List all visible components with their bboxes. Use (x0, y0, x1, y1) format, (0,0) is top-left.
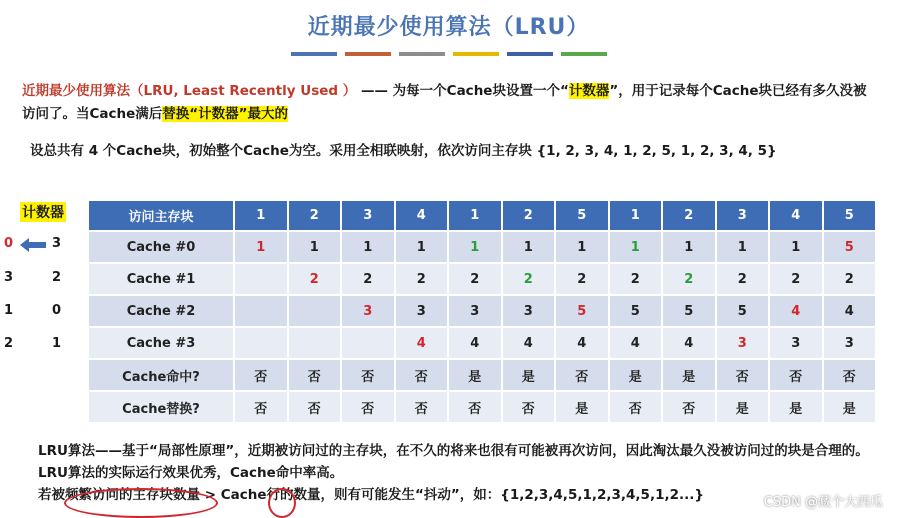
color-stripe (399, 52, 445, 56)
counter-value: 2 (52, 270, 62, 285)
table-cell (234, 327, 288, 359)
table-cell: 5 (609, 295, 663, 327)
table-cell: 2 (341, 263, 395, 295)
access-block-header: 2 (502, 200, 556, 231)
page-title: 近期最少使用算法（LRU） (307, 15, 590, 40)
row-label: Cache #3 (88, 327, 234, 359)
counter-index: 0 (4, 236, 14, 251)
table-cell: 1 (341, 231, 395, 263)
table-cell: 1 (555, 231, 609, 263)
table-cell: 否 (609, 391, 663, 423)
table-row (88, 295, 876, 327)
access-block-header: 1 (234, 200, 288, 231)
access-block-header: 3 (341, 200, 395, 231)
table-cell: 否 (555, 359, 609, 391)
table-row (88, 327, 876, 359)
counter-row (4, 336, 84, 356)
table-cell: 3 (716, 327, 770, 359)
color-stripe (561, 52, 607, 56)
table-cell: 否 (716, 359, 770, 391)
table-cell: 1 (395, 231, 449, 263)
table-cell: 否 (502, 391, 556, 423)
table-cell: 是 (769, 391, 823, 423)
counter-title: 计数器 (20, 202, 66, 222)
table-cell: 是 (823, 391, 877, 423)
color-stripe (345, 52, 391, 56)
table-row (88, 391, 876, 423)
table-cell: 2 (609, 263, 663, 295)
access-block-header: 2 (288, 200, 342, 231)
table-cell: 1 (234, 231, 288, 263)
table-cell: 2 (823, 263, 877, 295)
access-block-header: 2 (662, 200, 716, 231)
table-cell: 否 (823, 359, 877, 391)
access-block-header: 4 (769, 200, 823, 231)
table-header-row (88, 200, 876, 231)
color-stripe (291, 52, 337, 56)
row-label: Cache #0 (88, 231, 234, 263)
table-cell: 4 (662, 327, 716, 359)
lru-table (87, 199, 877, 424)
definition-text-a: —— 为每一个Cache块设置一个“ (360, 83, 569, 99)
left-arrow-icon (20, 238, 46, 252)
table-cell: 否 (395, 359, 449, 391)
table-cell: 4 (395, 327, 449, 359)
table-cell (234, 263, 288, 295)
table-cell: 是 (609, 359, 663, 391)
counter-index: 3 (4, 270, 14, 285)
table-cell: 3 (395, 295, 449, 327)
table-cell: 否 (288, 359, 342, 391)
table-cell: 3 (502, 295, 556, 327)
table-cell: 2 (448, 263, 502, 295)
table-cell: 否 (288, 391, 342, 423)
counter-value: 0 (52, 303, 62, 318)
table-cell: 4 (823, 295, 877, 327)
setup-text: 设总共有 4 个Cache块，初始整个Cache为空。采用全相联映射，依次访问主存块 {1, 2, 3, 4, 1, 2, 5, 1, 2, 3, 4, 5} (30, 143, 777, 159)
row-label: Cache替换? (88, 391, 234, 423)
table-cell: 1 (288, 231, 342, 263)
access-block-header: 1 (609, 200, 663, 231)
table-cell: 是 (716, 391, 770, 423)
table-cell: 否 (341, 359, 395, 391)
table-row (88, 359, 876, 391)
replace-rule: 替换“计数器”最大的 (162, 106, 289, 122)
color-stripes (0, 52, 897, 56)
table-cell (234, 295, 288, 327)
table-cell: 否 (395, 391, 449, 423)
table-cell: 1 (662, 231, 716, 263)
row-label: Cache命中? (88, 359, 234, 391)
access-block-header: 5 (555, 200, 609, 231)
table-cell: 否 (341, 391, 395, 423)
table-cell: 3 (341, 295, 395, 327)
table-cell: 否 (448, 391, 502, 423)
table-row (88, 231, 876, 263)
table-cell: 是 (448, 359, 502, 391)
table-cell: 1 (769, 231, 823, 263)
table-cell: 2 (769, 263, 823, 295)
table-cell: 是 (502, 359, 556, 391)
table-cell: 4 (769, 295, 823, 327)
table-cell: 2 (502, 263, 556, 295)
table-cell: 是 (662, 359, 716, 391)
counter-index: 2 (4, 336, 14, 351)
table-cell: 2 (662, 263, 716, 295)
table-cell: 1 (609, 231, 663, 263)
counter-row (4, 270, 84, 290)
table-cell: 5 (555, 295, 609, 327)
table-cell: 2 (555, 263, 609, 295)
watermark: CSDN @藏个大西瓜 (763, 495, 883, 510)
table-row (88, 263, 876, 295)
table-cell: 1 (716, 231, 770, 263)
header-label: 访问主存块 (88, 200, 234, 231)
table-cell (288, 327, 342, 359)
access-block-header: 5 (823, 200, 877, 231)
access-block-header: 1 (448, 200, 502, 231)
counter-row (4, 236, 84, 256)
table-cell: 4 (502, 327, 556, 359)
access-block-header: 4 (395, 200, 449, 231)
table-cell: 4 (609, 327, 663, 359)
color-stripe (507, 52, 553, 56)
table-cell (341, 327, 395, 359)
counter-term: 计数器 (568, 83, 610, 99)
table-cell: 5 (823, 231, 877, 263)
note-line-1: LRU算法——基于“局部性原理”，近期被访问过的主存块，在不久的将来也很有可能被再次访问，因此淘汰最久没被访问过的块是合理的。LRU算法的实际运行效果优秀，Cache命中率高。 (38, 443, 869, 481)
table-cell: 2 (288, 263, 342, 295)
counter-row (4, 303, 84, 323)
table-cell (288, 295, 342, 327)
note-line-2: 若被频繁访问的主存块数量 > Cache行的数量，则有可能发生“抖动”，如：{1,2,3,4,5,1,2,3,4,5,1,2...} (38, 487, 704, 503)
access-block-header: 3 (716, 200, 770, 231)
color-stripe (453, 52, 499, 56)
table-cell: 2 (716, 263, 770, 295)
table-cell: 1 (448, 231, 502, 263)
table-cell: 4 (448, 327, 502, 359)
lru-term: 近期最少使用算法（LRU, Least Recently Used ） (22, 83, 357, 99)
table-cell: 3 (448, 295, 502, 327)
table-cell: 5 (716, 295, 770, 327)
lru-definition (22, 80, 872, 126)
table-cell: 3 (769, 327, 823, 359)
counter-index: 1 (4, 303, 14, 318)
table-cell: 5 (662, 295, 716, 327)
table-cell: 2 (395, 263, 449, 295)
row-label: Cache #2 (88, 295, 234, 327)
table-cell: 4 (555, 327, 609, 359)
table-cell: 3 (823, 327, 877, 359)
counter-value: 1 (52, 336, 62, 351)
definition-text-b: ”，用于记录每个Cache块已经有多久没被访问了。当Cache满后 (22, 83, 867, 122)
table-cell: 是 (555, 391, 609, 423)
row-label: Cache #1 (88, 263, 234, 295)
table-cell: 否 (769, 359, 823, 391)
table-cell: 1 (502, 231, 556, 263)
table-cell: 否 (662, 391, 716, 423)
table-cell: 否 (234, 359, 288, 391)
counter-value: 3 (52, 236, 62, 251)
table-cell: 否 (234, 391, 288, 423)
